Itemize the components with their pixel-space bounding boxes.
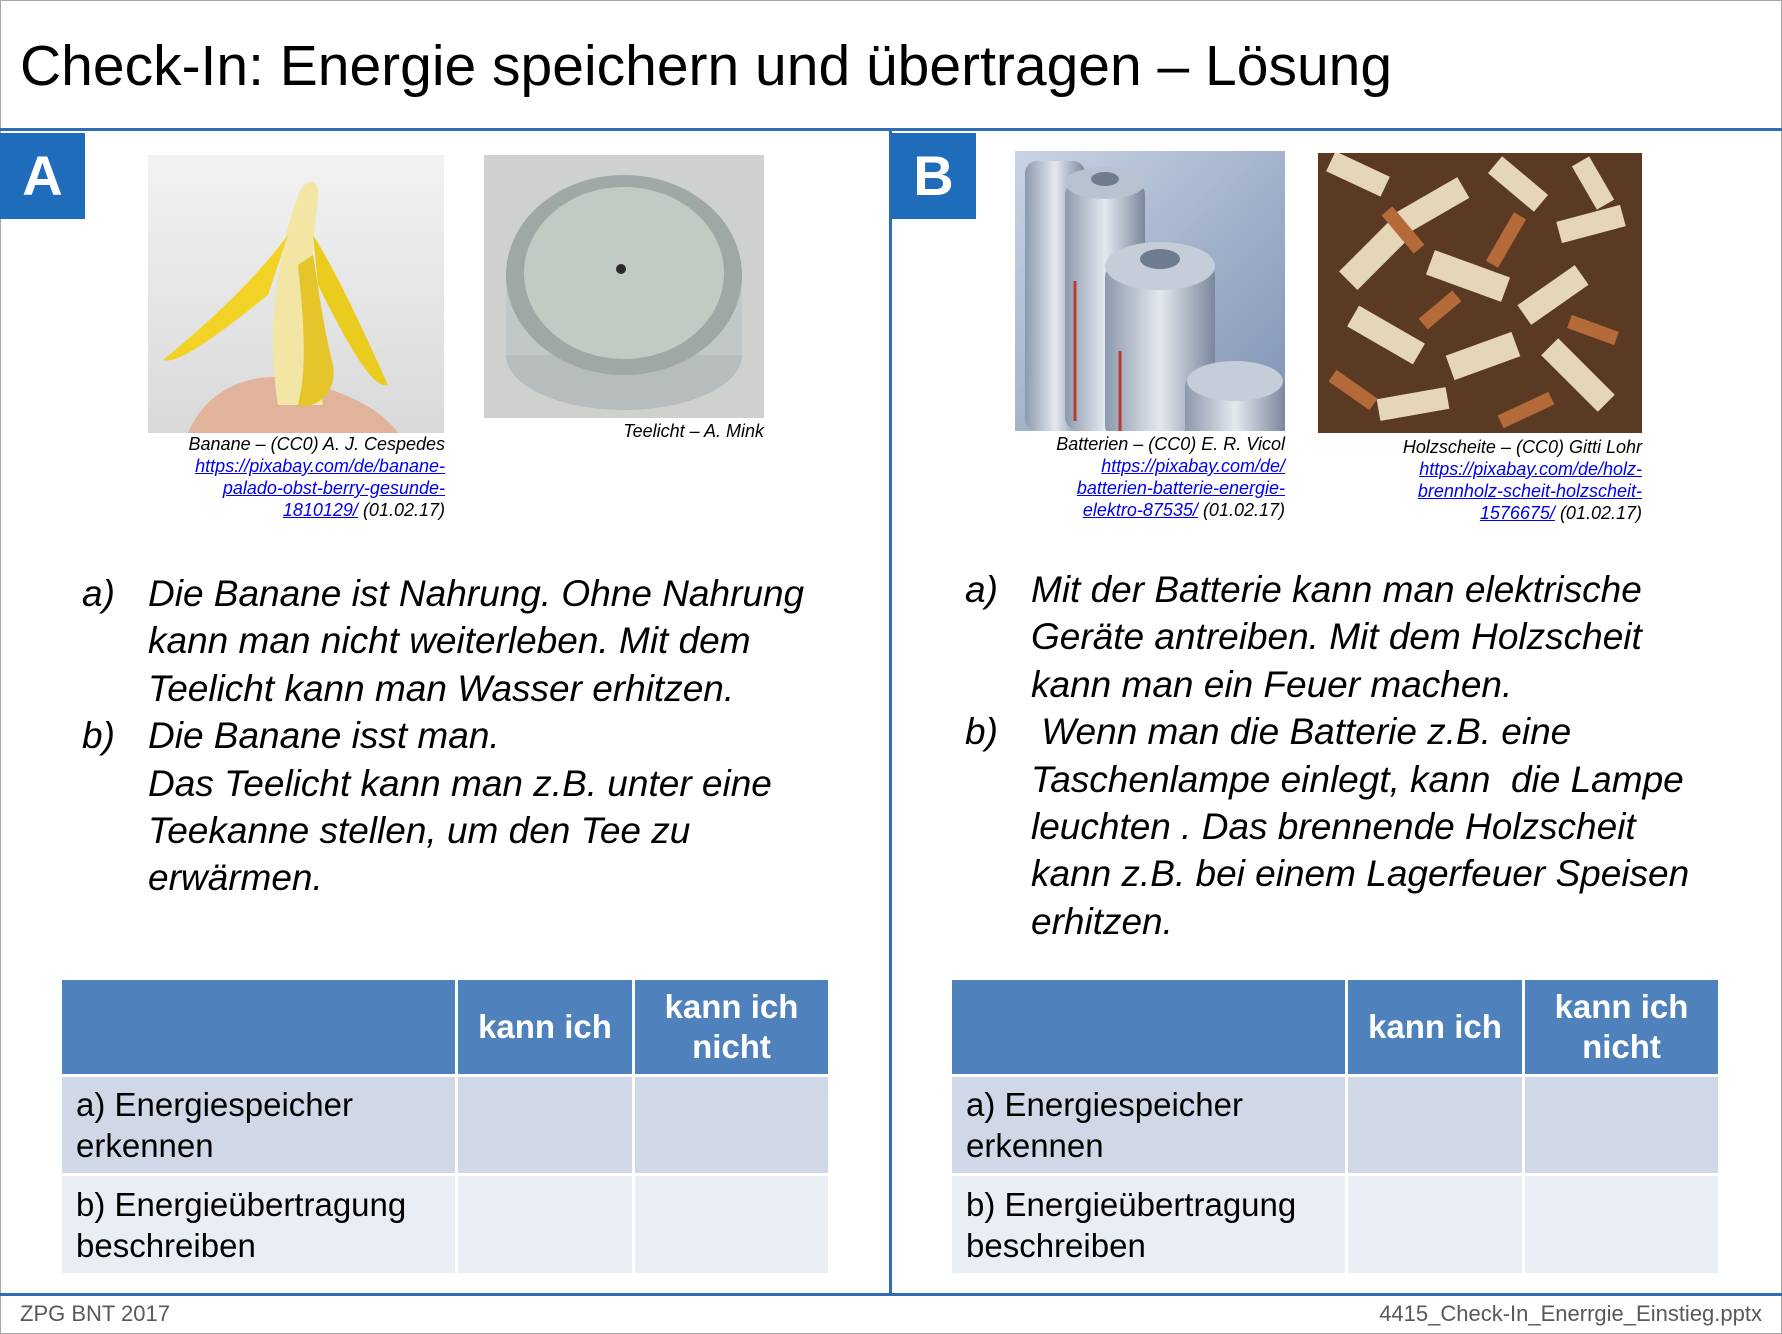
answer-a	[965, 566, 1715, 708]
firewood-source-link[interactable]: brennholz-scheit-holzscheit-	[1417, 481, 1642, 501]
panel-a-self-assessment-table	[59, 977, 831, 1276]
banana-caption	[100, 433, 445, 521]
answer-b	[82, 712, 842, 902]
battery-date: (01.02.17)	[1197, 500, 1285, 520]
battery-credit: Batterien – (CC0) E. R. Vicol	[1056, 434, 1285, 454]
answer-text: Mit der Batterie kann man elektrische Geräte antreiben. Mit dem Holzscheit kann man ein Feuer machen.	[1031, 569, 1642, 705]
panel-b-badge: B	[891, 133, 976, 219]
table-header-cell	[952, 980, 1345, 1074]
kann-ich-nicht-cell[interactable]	[1525, 1077, 1718, 1173]
tealight-caption	[484, 420, 764, 442]
table-row	[952, 1077, 1718, 1173]
table-cell: a) Energiespeicher erkennen	[62, 1077, 455, 1173]
answer-text: Die Banane ist Nahrung. Ohne Nahrung kann man nicht weiterleben. Mit dem Teelicht kann man Wasser erhitzen.	[148, 573, 805, 709]
banana-photo	[148, 155, 444, 433]
panel-divider	[889, 130, 892, 1295]
footer-left: ZPG BNT 2017	[20, 1301, 170, 1326]
table-row	[62, 1077, 828, 1173]
table-cell: a) Energiespeicher erkennen	[952, 1077, 1345, 1173]
battery-source-link[interactable]: batterien-batterie-energie-	[1076, 478, 1285, 498]
kann-ich-nicht-cell[interactable]	[635, 1176, 828, 1273]
answer-label: a)	[965, 569, 998, 610]
firewood-source-link[interactable]: https://pixabay.com/de/holz-	[1419, 459, 1642, 479]
table-header-cell	[62, 980, 455, 1074]
banana-source-link[interactable]: https://pixabay.com/de/banane-	[195, 456, 445, 476]
table-header-row	[62, 980, 828, 1074]
firewood-date: (01.02.17)	[1554, 503, 1642, 523]
footer-divider	[0, 1293, 1782, 1296]
answer-label: b)	[965, 711, 998, 753]
battery-source-link[interactable]: elektro-87535/	[1082, 500, 1198, 520]
firewood-credit: Holzscheite – (CC0) Gitti Lohr	[1402, 437, 1642, 457]
battery-photo	[1015, 151, 1285, 431]
answer-a	[82, 570, 842, 712]
table-row	[62, 1176, 828, 1273]
kann-ich-cell[interactable]	[1348, 1077, 1522, 1173]
table-header-cell: kann ich nicht	[635, 980, 828, 1074]
firewood-caption	[1322, 436, 1642, 524]
firewood-source-link[interactable]: 1576675/	[1479, 503, 1555, 523]
slide-title: Check-In: Energie speichern und übertragen – Lösung	[20, 34, 1393, 98]
panel-a-answers	[82, 570, 842, 902]
footer-filename: 4415_Check-In_Enerrgie_Einstieg.pptx	[1379, 1301, 1762, 1326]
panel-b-self-assessment-table	[949, 977, 1721, 1276]
banana-source-link[interactable]: palado-obst-berry-gesunde-	[222, 478, 445, 498]
kann-ich-nicht-cell[interactable]	[635, 1077, 828, 1173]
kann-ich-cell[interactable]	[458, 1077, 632, 1173]
table-cell: b) Energieübertragung beschreiben	[952, 1176, 1345, 1273]
answer-text: Wenn man die Batterie z.B. eine Taschenlampe einlegt, kann die Lampe leuchten . Das brennende Holzscheit kann z.B. bei einem Lagerfeuer Speisen erhitzen.	[1031, 711, 1700, 942]
table-row	[952, 1176, 1718, 1273]
banana-date: (01.02.17)	[357, 500, 445, 520]
answer-b	[965, 708, 1715, 945]
answer-label: b)	[82, 715, 115, 757]
answer-text: Die Banane isst man. Das Teelicht kann man z.B. unter eine Teekanne stellen, um den Tee zu erwärmen.	[148, 715, 772, 899]
kann-ich-cell[interactable]	[1348, 1176, 1522, 1273]
table-header-cell: kann ich nicht	[1525, 980, 1718, 1074]
table-header-cell: kann ich	[1348, 980, 1522, 1074]
panel-b-answers	[965, 566, 1715, 945]
banana-source-link[interactable]: 1810129/	[282, 500, 358, 520]
kann-ich-nicht-cell[interactable]	[1525, 1176, 1718, 1273]
battery-source-link[interactable]: https://pixabay.com/de/	[1101, 456, 1285, 476]
banana-credit: Banane – (CC0) A. J. Cespedes	[188, 434, 445, 454]
firewood-photo	[1318, 153, 1642, 433]
panel-a-badge: A	[0, 133, 85, 219]
kann-ich-cell[interactable]	[458, 1176, 632, 1273]
table-header-row	[952, 980, 1718, 1074]
tealight-credit: Teelicht – A. Mink	[623, 421, 764, 441]
answer-label: a)	[82, 573, 115, 614]
battery-caption	[985, 433, 1285, 521]
table-header-cell: kann ich	[458, 980, 632, 1074]
table-cell: b) Energieübertragung beschreiben	[62, 1176, 455, 1273]
tealight-photo	[484, 155, 764, 418]
